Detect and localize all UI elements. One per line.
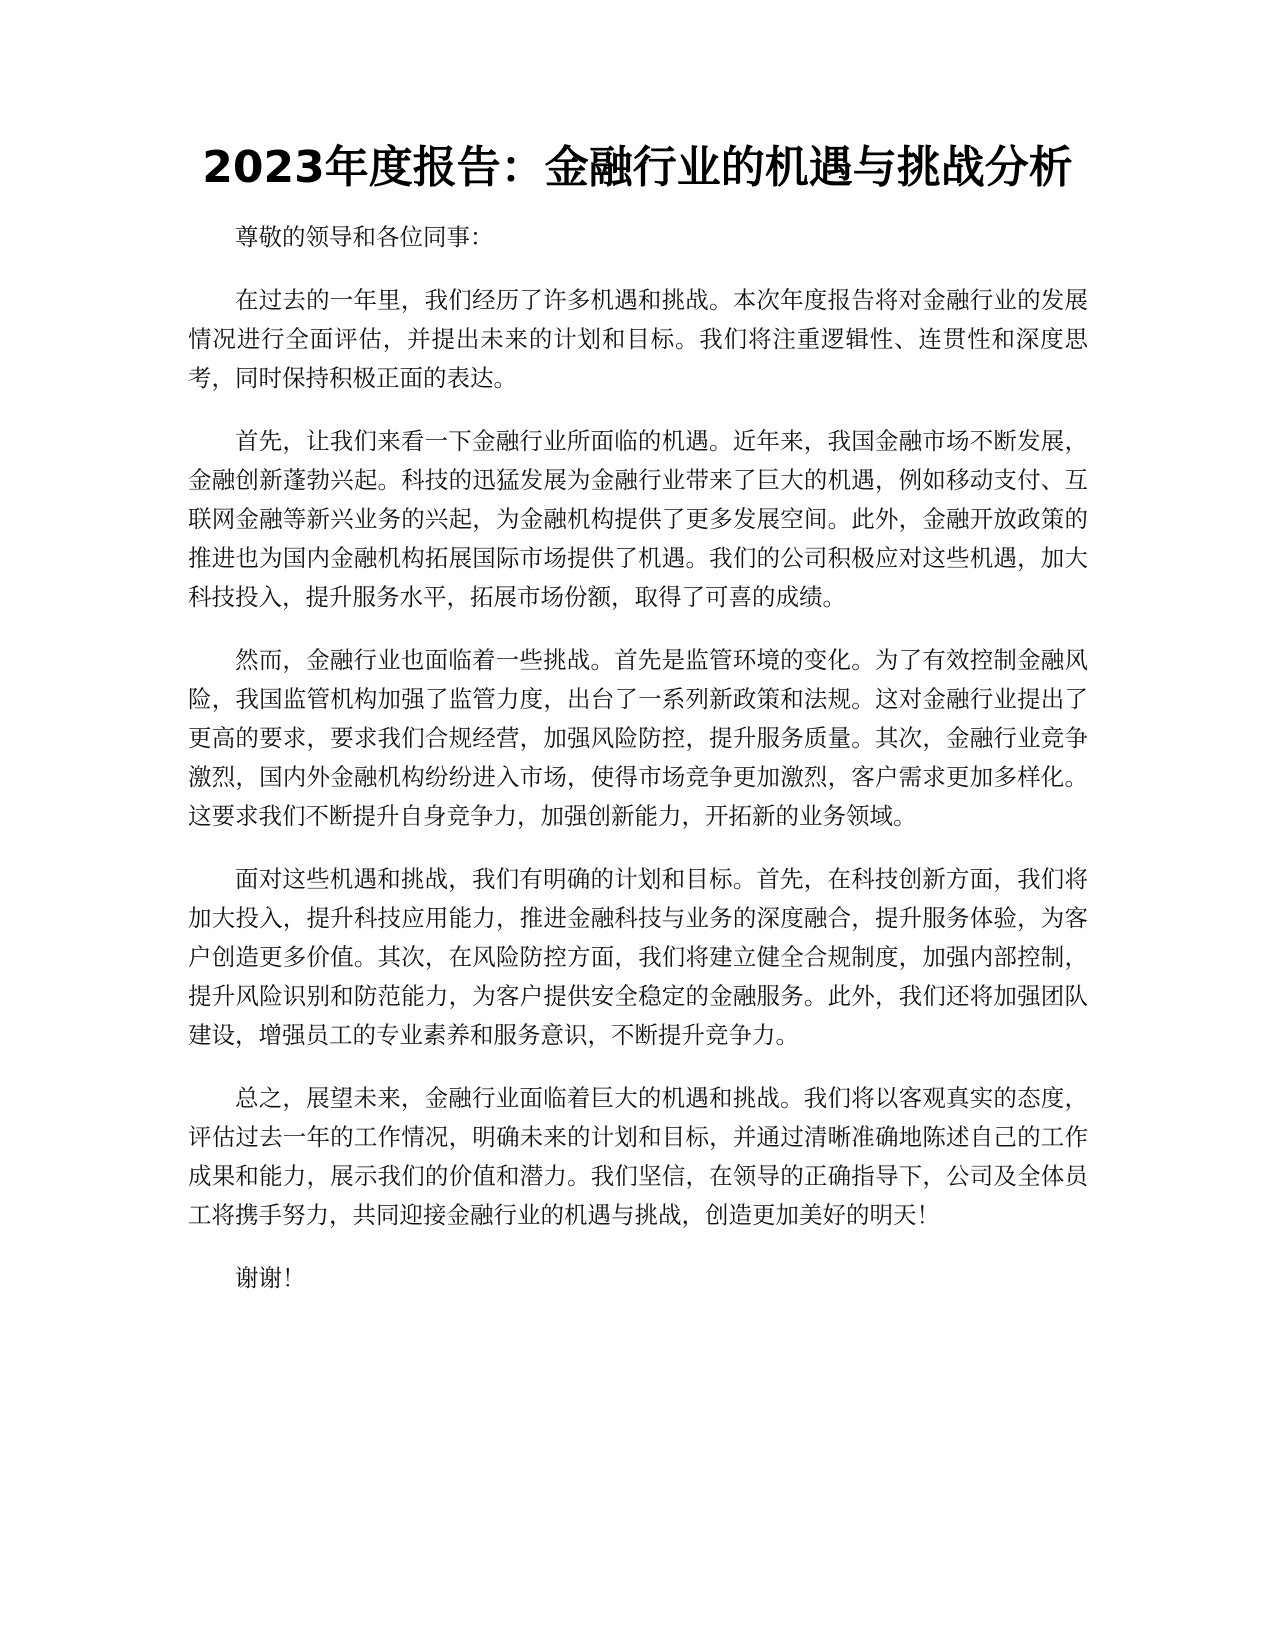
paragraph-opportunities: 首先，让我们来看一下金融行业所面临的机遇。近年来，我国金融市场不断发展，金融创新蓬勃兴起。科技的迅猛发展为金融行业带来了巨大的机遇，例如移动支付、互联网金融等新兴业务的兴起，为金融机构提供了更多发展空间。此外，金融开放政策的推进也为国内金融机构拓展国际市场提供了机遇。我们的公司积极应对这些机遇，加大科技投入，提升服务水平，拓展市场份额，取得了可喜的成绩。: [188, 427, 1088, 611]
salutation: 尊敬的领导和各位同事：: [235, 223, 494, 251]
closing-thanks: 谢谢！: [235, 1264, 306, 1292]
paragraph-intro: 在过去的一年里，我们经历了许多机遇和挑战。本次年度报告将对金融行业的发展情况进行全面评估，并提出未来的计划和目标。我们将注重逻辑性、连贯性和深度思考，同时保持积极正面的表达。: [188, 286, 1088, 392]
paragraph-plans: 面对这些机遇和挑战，我们有明确的计划和目标。首先，在科技创新方面，我们将加大投入，提升科技应用能力，推进金融科技与业务的深度融合，提升服务体验，为客户创造更多价值。其次，在风险防控方面，我们将建立健全合规制度，加强内部控制，提升风险识别和防范能力，为客户提供安全稳定的金融服务。此外，我们还将加强团队建设，增强员工的专业素养和服务意识，不断提升竞争力。: [188, 865, 1088, 1049]
paragraph-conclusion: 总之，展望未来，金融行业面临着巨大的机遇和挑战。我们将以客观真实的态度，评估过去一年的工作情况，明确未来的计划和目标，并通过清晰准确地陈述自己的工作成果和能力，展示我们的价值和潜力。我们坚信，在领导的正确指导下，公司及全体员工将携手努力，共同迎接金融行业的机遇与挑战，创造更加美好的明天！: [188, 1084, 1088, 1229]
document-body: [188, 218, 1088, 1322]
document-title: 2023年度报告：金融行业的机遇与挑战分析: [202, 142, 1073, 193]
paragraph-challenges: 然而，金融行业也面临着一些挑战。首先是监管环境的变化。为了有效控制金融风险，我国监管机构加强了监管力度，出台了一系列新政策和法规。这对金融行业提出了更高的要求，要求我们合规经营，加强风险防控，提升服务质量。其次，金融行业竞争激烈，国内外金融机构纷纷进入市场，使得市场竞争更加激烈，客户需求更加多样化。这要求我们不断提升自身竞争力，加强创新能力，开拓新的业务领域。: [188, 646, 1088, 830]
